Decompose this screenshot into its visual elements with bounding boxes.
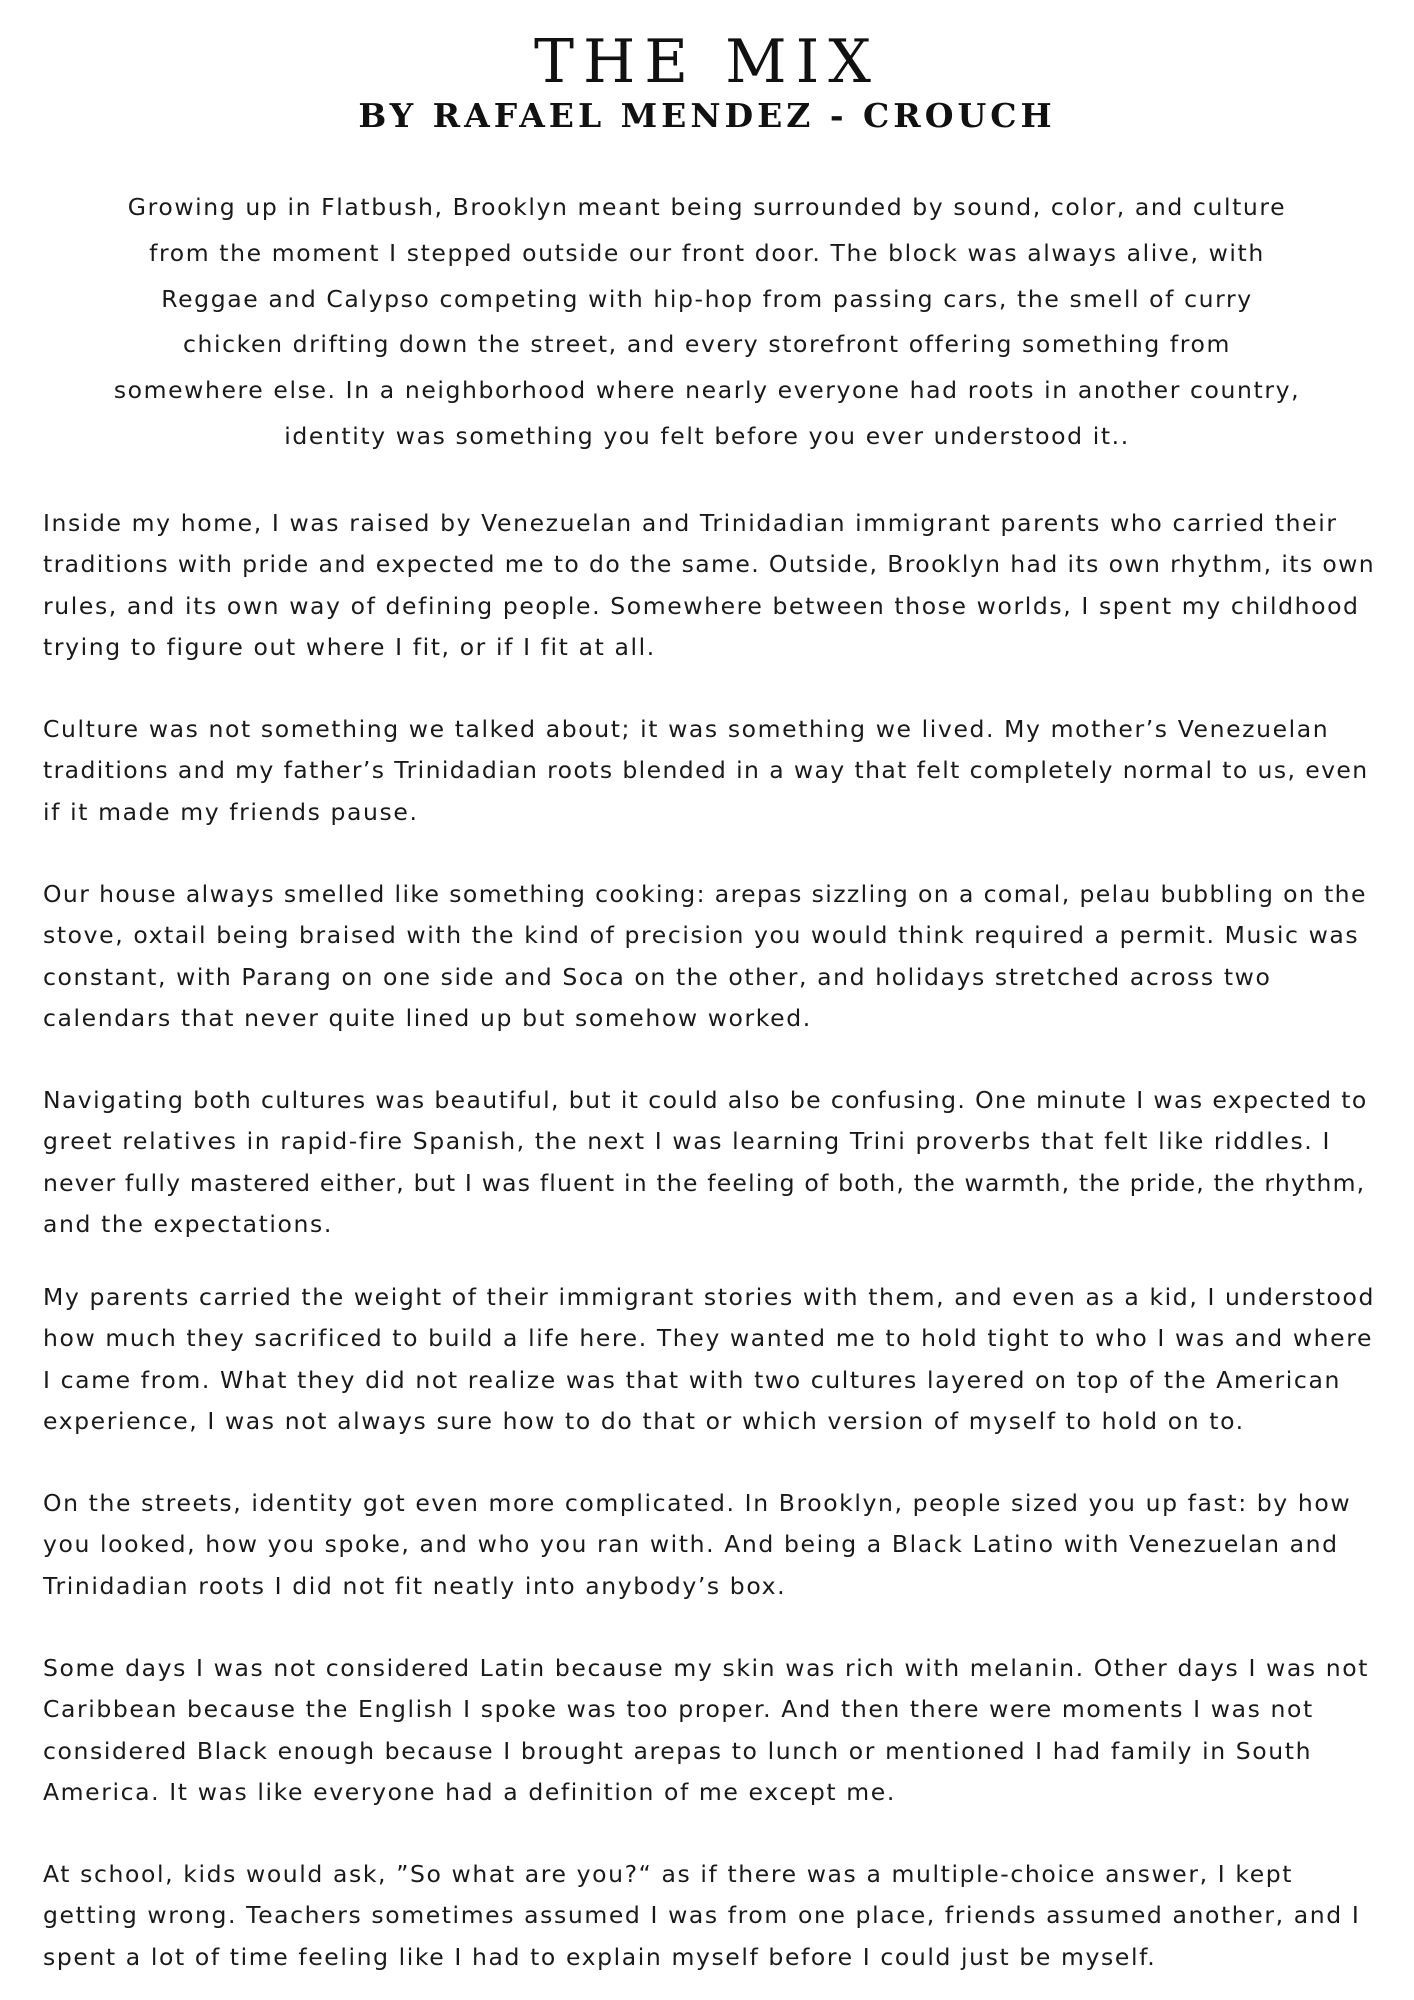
text-line: trying to figure out where I fit, or if I fit at all. [43, 632, 656, 661]
body-paragraph [43, 874, 1383, 1039]
text-line: My parents carried the weight of their immigrant stories with them, and even as a kid, I understood [43, 1283, 1376, 1311]
body-paragraph [43, 1648, 1383, 1813]
text-line: Growing up in Flatbush, Brooklyn meant being surrounded by sound, color, and culture [127, 193, 1287, 221]
text-line: getting wrong. Teachers sometimes assumed I was from one place, friends assumed another, and I [43, 1901, 1361, 1930]
text-line: America. It was like everyone had a definition of me except me. [43, 1777, 896, 1806]
text-line: At school, kids would ask, ”So what are you?“ as if there was a multiple-choice answer, I kept [43, 1860, 1294, 1888]
text-line: On the streets, identity got even more complicated. In Brooklyn, people sized you up fast: by how [43, 1489, 1352, 1517]
text-line: Culture was not something we talked about; it was something we lived. My mother’s Venezuelan [43, 715, 1330, 743]
text-line: experience, I was not always sure how to do that or which version of myself to hold on to. [43, 1406, 1245, 1435]
body-paragraph [43, 709, 1383, 833]
body-paragraph [43, 1080, 1383, 1245]
text-line: somewhere else. In a neighborhood where nearly everyone had roots in another country, [113, 376, 1301, 405]
intro-paragraph [80, 185, 1334, 460]
body-paragraph [43, 1483, 1383, 1607]
text-line: Navigating both cultures was beautiful, but it could also be confusing. One minute I was expected to [43, 1086, 1368, 1114]
author-byline: BY RAFAEL MENDEZ - CROUCH [358, 96, 1056, 135]
text-line: from the moment I stepped outside our front door. The block was always alive, with [149, 238, 1265, 267]
text-line: identity was something you felt before you ever understood it.. [284, 421, 1130, 450]
text-line: you looked, how you spoke, and who you ran with. And being a Black Latino with Venezuelan and [43, 1530, 1339, 1559]
text-line: spent a lot of time feeling like I had to explain myself before I could just be myself. [43, 1942, 1157, 1971]
text-line: Caribbean because the English I spoke was too proper. And then there were moments I was not [43, 1695, 1314, 1724]
text-line: stove, oxtail being braised with the kind of precision you would think required a permit. Music was [43, 921, 1360, 950]
text-line: Trinidadian roots I did not fit neatly into anybody’s box. [43, 1571, 787, 1600]
text-line: Some days I was not considered Latin because my skin was rich with melanin. Other days I was not [43, 1654, 1370, 1682]
body-paragraph [43, 1277, 1383, 1442]
text-line: how much they sacrificed to build a life here. They wanted me to hold tight to who I was and where [43, 1324, 1374, 1353]
text-line: considered Black enough because I brought arepas to lunch or mentioned I had family in South [43, 1736, 1313, 1765]
text-line: traditions with pride and expected me to do the same. Outside, Brooklyn had its own rhythm, its own [43, 550, 1376, 579]
text-line: Our house always smelled like something cooking: arepas sizzling on a comal, pelau bubbling on the [43, 880, 1367, 908]
text-line: never fully mastered either, but I was fluent in the feeling of both, the warmth, the pride, the rhythm, [43, 1168, 1366, 1197]
text-line: if it made my friends pause. [43, 797, 419, 826]
text-line: calendars that never quite lined up but somehow worked. [43, 1003, 812, 1032]
body-paragraph [43, 503, 1383, 668]
text-line: and the expectations. [43, 1209, 333, 1238]
body-paragraph [43, 1854, 1383, 1978]
text-line: traditions and my father’s Trinidadian roots blended in a way that felt completely normal to us, even [43, 756, 1369, 785]
text-line: rules, and its own way of defining people. Somewhere between those worlds, I spent my childhood [43, 591, 1360, 620]
text-line: Reggae and Calypso competing with hip-hop from passing cars, the smell of curry [161, 284, 1253, 313]
text-line: greet relatives in rapid-fire Spanish, the next I was learning Trini proverbs that felt like riddles. I [43, 1127, 1331, 1156]
page-title: THE MIX [533, 27, 881, 97]
text-line: Inside my home, I was raised by Venezuelan and Trinidadian immigrant parents who carried their [43, 509, 1338, 537]
text-line: chicken drifting down the street, and every storefront offering something from [182, 330, 1232, 359]
text-line: I came from. What they did not realize was that with two cultures layered on top of the American [43, 1365, 1341, 1394]
text-line: constant, with Parang on one side and Soca on the other, and holidays stretched across two [43, 962, 1272, 991]
